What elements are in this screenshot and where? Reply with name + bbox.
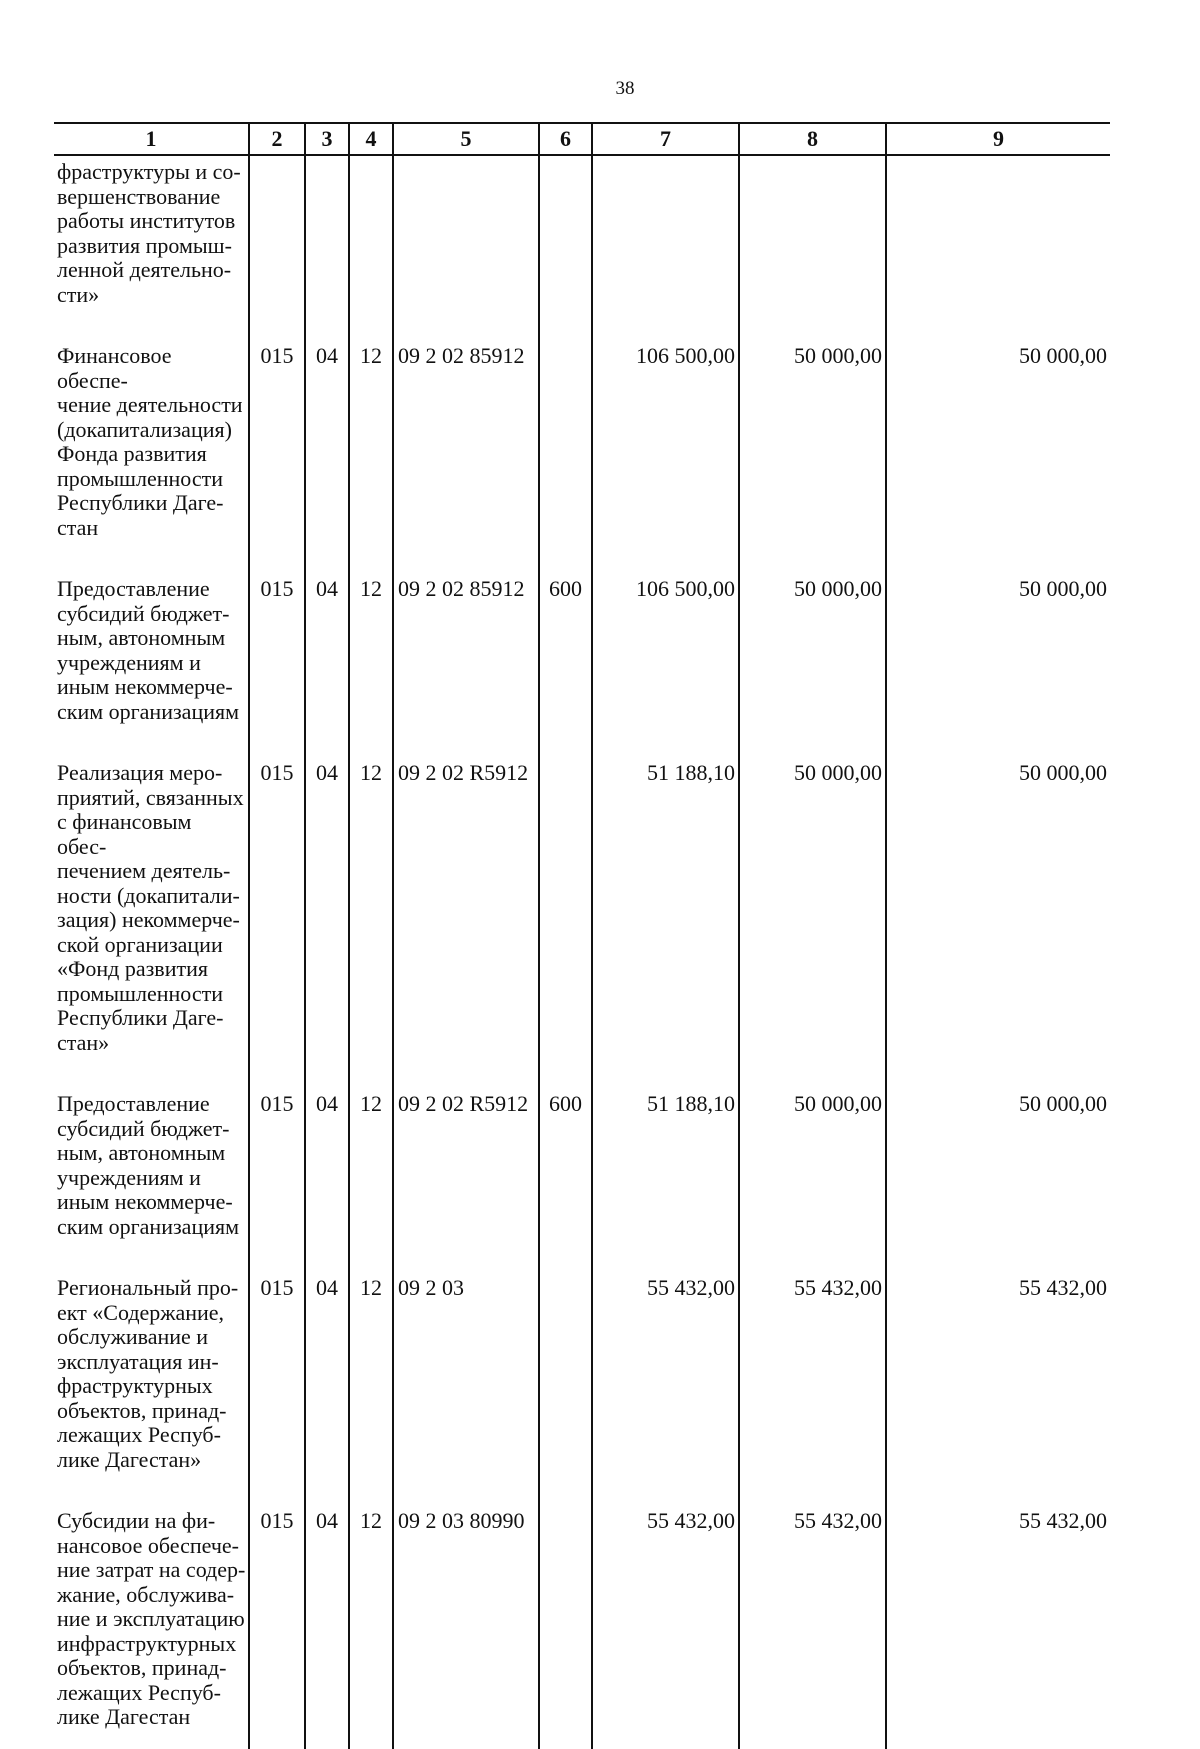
cell-name [54,322,249,555]
cell-vr [539,155,592,322]
cell-vr: 600 [539,555,592,739]
cell-csr: 09 2 02 R5912 [393,1070,539,1254]
col-header: 1 [54,123,249,155]
cell-gr: 015 [249,1487,305,1749]
table-row [54,1070,1110,1254]
cell-rz: 04 [305,1070,349,1254]
row-name-text: Субсидии на фи- нансовое обеспече- ние затрат на содер- жание, обслужива- ние и эксплуатацию инфраструктурных объектов, принад- лежащих Респуб- лике Дагестан [57,1508,246,1729]
cell-gr: 015 [249,739,305,1070]
cell-name [54,739,249,1070]
cell-csr: 09 2 02 R5912 [393,739,539,1070]
cell-sum-7: 106 500,00 [592,322,739,555]
cell-sum-7: 55 432,00 [592,1254,739,1487]
cell-sum-7: 51 188,10 [592,1070,739,1254]
cell-gr: 015 [249,1070,305,1254]
cell-csr [393,155,539,322]
cell-sum-8: 50 000,00 [739,739,886,1070]
cell-sum-7: 51 188,10 [592,739,739,1070]
cell-name [54,155,249,322]
cell-vr [539,739,592,1070]
cell-csr: 09 2 02 85912 [393,555,539,739]
cell-csr: 09 2 02 85912 [393,322,539,555]
cell-sum-8: 50 000,00 [739,1070,886,1254]
cell-gr [249,155,305,322]
cell-vr [539,322,592,555]
cell-sum-9 [886,155,1110,322]
cell-vr [539,1487,592,1749]
cell-rz [305,155,349,322]
row-name-text: Предоставление субсидий бюджет- ным, автономным учреждениям и иным некоммерче- ским организациям [57,576,240,724]
cell-pr: 12 [349,555,393,739]
header-row [54,123,1110,155]
table-row [54,1254,1110,1487]
col-header: 2 [249,123,305,155]
cell-rz: 04 [305,555,349,739]
table-body [54,155,1110,1749]
cell-sum-8: 55 432,00 [739,1254,886,1487]
cell-pr: 12 [349,1254,393,1487]
cell-gr: 015 [249,322,305,555]
col-header: 7 [592,123,739,155]
cell-sum-7: 106 500,00 [592,555,739,739]
cell-sum-8: 50 000,00 [739,322,886,555]
table-row [54,1487,1110,1749]
cell-vr: 600 [539,1070,592,1254]
col-header: 6 [539,123,592,155]
col-header: 5 [393,123,539,155]
cell-csr: 09 2 03 [393,1254,539,1487]
budget-table [54,122,1110,1749]
cell-sum-8: 55 432,00 [739,1487,886,1749]
cell-csr: 09 2 03 80990 [393,1487,539,1749]
cell-sum-7 [592,155,739,322]
cell-name [54,1254,249,1487]
table-row [54,155,1110,322]
cell-sum-9: 55 432,00 [886,1254,1110,1487]
page-number: 38 [615,78,635,99]
cell-rz: 04 [305,1254,349,1487]
cell-sum-8: 50 000,00 [739,555,886,739]
cell-rz: 04 [305,322,349,555]
cell-sum-7: 55 432,00 [592,1487,739,1749]
row-name-text: Реализация меро- приятий, связанных с финансовым обес- печением деятель- ности (докапитали- зация) некоммерче- ской организации «Фонд развития промышленности Республики Даге- стан» [57,760,244,1055]
cell-sum-9: 55 432,00 [886,1487,1110,1749]
col-header: 4 [349,123,393,155]
cell-pr [349,155,393,322]
col-header: 3 [305,123,349,155]
row-name-text: фраструктуры и со- вершенствование работы институтов развития промыш- ленной деятельно- сти» [57,159,241,307]
cell-sum-9: 50 000,00 [886,322,1110,555]
row-name-text: Финансовое обеспе- чение деятельности (докапитализация) Фонда развития промышленности Республики Даге- стан [57,343,243,540]
cell-rz: 04 [305,739,349,1070]
col-header: 8 [739,123,886,155]
table-row [54,739,1110,1070]
col-header: 9 [886,123,1110,155]
cell-vr [539,1254,592,1487]
table-row [54,322,1110,555]
table-row [54,555,1110,739]
cell-rz: 04 [305,1487,349,1749]
cell-sum-9: 50 000,00 [886,739,1110,1070]
cell-sum-9: 50 000,00 [886,555,1110,739]
cell-pr: 12 [349,1070,393,1254]
cell-pr: 12 [349,739,393,1070]
cell-pr: 12 [349,1487,393,1749]
cell-gr: 015 [249,555,305,739]
cell-sum-9: 50 000,00 [886,1070,1110,1254]
row-name-text: Региональный про- ект «Содержание, обслуживание и эксплуатация ин- фраструктурных объектов, принад- лежащих Респуб- лике Дагестан» [57,1275,239,1472]
cell-name [54,1070,249,1254]
cell-pr: 12 [349,322,393,555]
cell-name [54,555,249,739]
cell-name [54,1487,249,1749]
cell-sum-8 [739,155,886,322]
row-name-text: Предоставление субсидий бюджет- ным, автономным учреждениям и иным некоммерче- ским организациям [57,1091,240,1239]
cell-gr: 015 [249,1254,305,1487]
